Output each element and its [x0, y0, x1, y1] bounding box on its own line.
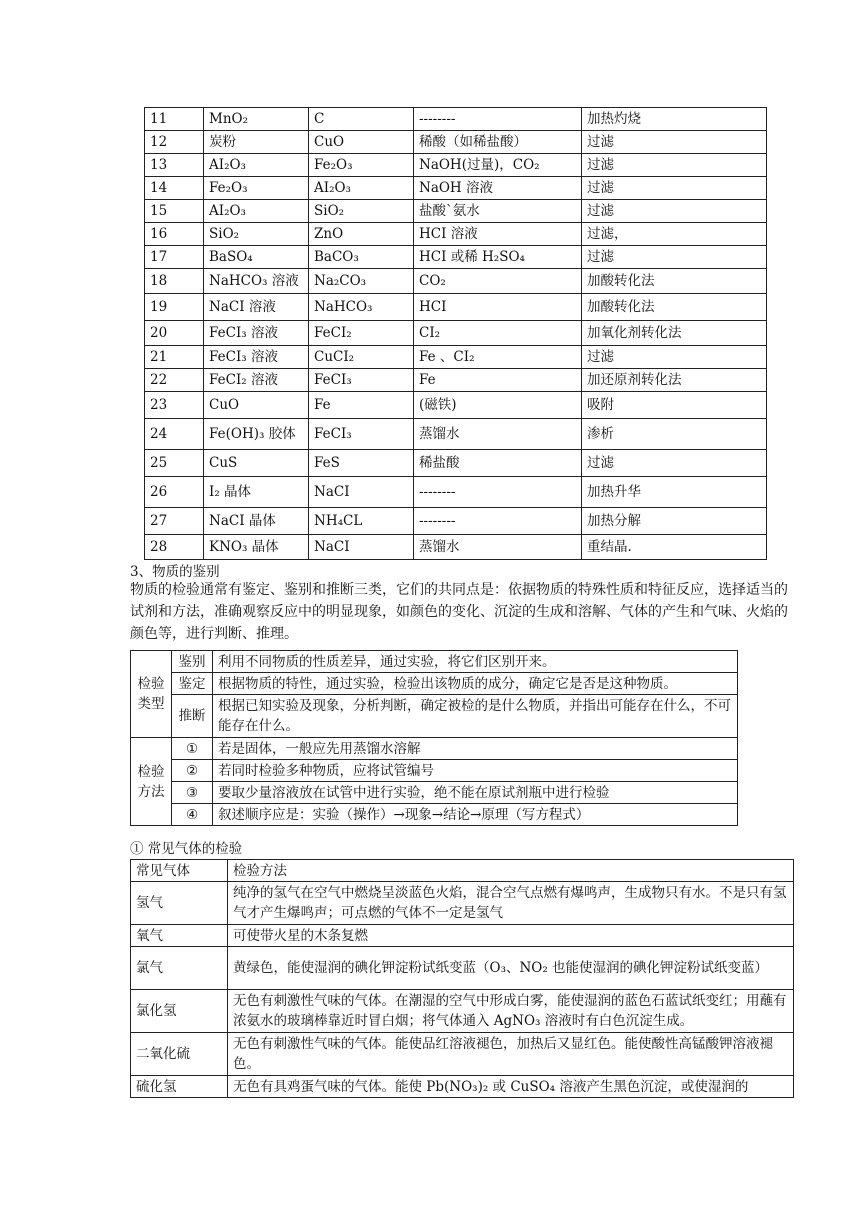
gas-method: 无色有刺激性气味的气体。能使品红溶液褪色，加热后又显红色。能使酸性高锰酸钾溶液褪色。	[228, 1033, 794, 1076]
cell-impurity: FeCI₂	[309, 321, 414, 346]
cell-reagent: HCI 或稀 H₂SO₄	[414, 246, 582, 269]
table-row	[145, 269, 767, 294]
cell-impurity: Fe₂O₃	[309, 154, 414, 177]
table-row	[145, 535, 767, 560]
cell-impurity: ZnO	[309, 223, 414, 246]
gas-table-body	[131, 882, 794, 1098]
table-row	[131, 760, 738, 782]
cell-impurity: Na₂CO₃	[309, 269, 414, 294]
cell-substance: MnO₂	[204, 108, 309, 131]
cell-substance: SiO₂	[204, 223, 309, 246]
cell-number: 13	[145, 154, 204, 177]
cell-number: 16	[145, 223, 204, 246]
cell-reagent: 蒸馏水	[414, 419, 582, 450]
cell-method: 过滤	[582, 200, 767, 223]
cell-substance: AI₂O₃	[204, 154, 309, 177]
cell-substance: NaCI 晶体	[204, 508, 309, 535]
gas-name: 氢气	[131, 882, 228, 925]
table-header-row	[131, 860, 794, 882]
cell-method: 过滤，	[582, 223, 767, 246]
cell-method: 过滤	[582, 177, 767, 200]
cell-substance: Fe₂O₃	[204, 177, 309, 200]
type-group-text: 检验类型	[137, 676, 165, 712]
table-row	[131, 1033, 794, 1076]
table-row	[131, 673, 738, 695]
cell-method: 过滤	[582, 450, 767, 477]
gas-method: 可使带火星的木条复燃	[228, 925, 794, 947]
table-row	[145, 131, 767, 154]
gas-method: 黄绿色，能使湿润的碘化钾淀粉试纸变蓝（O₃、NO₂ 也能使湿润的碘化钾淀粉试纸变蓝）	[228, 947, 794, 990]
cell-number: 15	[145, 200, 204, 223]
type-group-label	[131, 651, 172, 738]
cell-method: 渗析	[582, 419, 767, 450]
cell-reagent: --------	[414, 508, 582, 535]
table-row	[131, 882, 794, 925]
cell-method: 加还原剂转化法	[582, 369, 767, 392]
header-gas: 常见气体	[131, 860, 228, 882]
cell-impurity: NaCI	[309, 477, 414, 508]
cell-impurity: NaHCO₃	[309, 294, 414, 321]
header-method: 检验方法	[228, 860, 794, 882]
cell-substance: FeCI₃ 溶液	[204, 321, 309, 346]
cell-substance: NaCI 溶液	[204, 294, 309, 321]
gas-name: 氯化氢	[131, 990, 228, 1033]
type-name: 推断	[172, 695, 213, 738]
method-num: ①	[172, 738, 213, 760]
table-row	[145, 294, 767, 321]
cell-method: 吸附	[582, 392, 767, 419]
table-row	[145, 392, 767, 419]
table-row	[145, 154, 767, 177]
cell-substance: Fe(OH)₃ 胶体	[204, 419, 309, 450]
table-row	[131, 947, 794, 990]
cell-reagent: HCI 溶液	[414, 223, 582, 246]
cell-number: 28	[145, 535, 204, 560]
cell-method: 加酸转化法	[582, 294, 767, 321]
cell-number: 11	[145, 108, 204, 131]
table-row	[145, 246, 767, 269]
cell-impurity: SiO₂	[309, 200, 414, 223]
cell-method: 加热灼烧	[582, 108, 767, 131]
cell-method: 重结晶.	[582, 535, 767, 560]
table-row	[145, 508, 767, 535]
method-num: ④	[172, 804, 213, 826]
cell-method: 加热升华	[582, 477, 767, 508]
type-desc: 根据已知实验及现象，分析判断，确定被检的是什么物质，并指出可能存在什么，不可能存在什么。	[213, 695, 738, 738]
cell-method: 过滤	[582, 154, 767, 177]
cell-impurity: CuCI₂	[309, 346, 414, 369]
cell-substance: AI₂O₃	[204, 200, 309, 223]
cell-substance: I₂ 晶体	[204, 477, 309, 508]
cell-substance: CuS	[204, 450, 309, 477]
cell-impurity: BaCO₃	[309, 246, 414, 269]
table-row	[145, 369, 767, 392]
table-row	[145, 200, 767, 223]
cell-method: 过滤	[582, 246, 767, 269]
cell-impurity: FeCI₃	[309, 419, 414, 450]
cell-number: 18	[145, 269, 204, 294]
cell-number: 24	[145, 419, 204, 450]
cell-reagent: HCI	[414, 294, 582, 321]
table-row	[131, 738, 738, 760]
table-row	[145, 450, 767, 477]
cell-number: 27	[145, 508, 204, 535]
table-row	[131, 651, 738, 673]
cell-substance: FeCI₃ 溶液	[204, 346, 309, 369]
type-desc: 利用不同物质的性质差异，通过实验，将它们区别开来。	[213, 651, 738, 673]
table-row	[145, 321, 767, 346]
cell-number: 26	[145, 477, 204, 508]
table-row	[145, 108, 767, 131]
cell-impurity: FeS	[309, 450, 414, 477]
cell-impurity: CuO	[309, 131, 414, 154]
table-row	[145, 419, 767, 450]
cell-substance: FeCI₂ 溶液	[204, 369, 309, 392]
gas-name: 氯气	[131, 947, 228, 990]
cell-reagent: CI₂	[414, 321, 582, 346]
table-row	[131, 925, 794, 947]
cell-number: 20	[145, 321, 204, 346]
cell-method: 加酸转化法	[582, 269, 767, 294]
table-row	[145, 346, 767, 369]
cell-reagent: NaOH 溶液	[414, 177, 582, 200]
table-row	[131, 1076, 794, 1098]
cell-number: 25	[145, 450, 204, 477]
cell-reagent: 蒸馏水	[414, 535, 582, 560]
type-desc: 根据物质的特性，通过实验，检验出该物质的成分，确定它是否是这种物质。	[213, 673, 738, 695]
cell-number: 22	[145, 369, 204, 392]
gas-method: 纯净的氢气在空气中燃烧呈淡蓝色火焰，混合空气点燃有爆鸣声，生成物只有水。不是只有氢气才产生爆鸣声；可点燃的气体不一定是氢气	[228, 882, 794, 925]
method-desc: 叙述顺序应是：实验（操作）→现象→结论→原理（写方程式）	[213, 804, 738, 826]
method-group-text: 检验方法	[137, 763, 165, 800]
method-desc: 要取少量溶液放在试管中进行实验，绝不能在原试剂瓶中进行检验	[213, 782, 738, 804]
cell-impurity: Fe	[309, 392, 414, 419]
cell-method: 加氧化剂转化法	[582, 321, 767, 346]
table-row	[145, 223, 767, 246]
type-name: 鉴定	[172, 673, 213, 695]
cell-reagent: 稀盐酸	[414, 450, 582, 477]
cell-number: 17	[145, 246, 204, 269]
cell-method: 过滤	[582, 131, 767, 154]
cell-impurity: FeCI₃	[309, 369, 414, 392]
cell-reagent: NaOH(过量)，CO₂	[414, 154, 582, 177]
cell-impurity: NaCI	[309, 535, 414, 560]
method-group-label	[131, 738, 172, 826]
gas-name: 氧气	[131, 925, 228, 947]
identification-table	[130, 650, 738, 826]
gas-method: 无色有刺激性气味的气体。在潮湿的空气中形成白雾，能使湿润的蓝色石蓝试纸变红；用蘸有浓氨水的玻璃棒靠近时冒白烟；将气体通入 AgNO₃ 溶液时有白色沉淀生成。	[228, 990, 794, 1033]
table-row	[131, 990, 794, 1033]
separation-table-body	[145, 108, 767, 560]
separation-table	[144, 107, 767, 560]
section-heading: 3、物质的鉴别	[130, 564, 220, 580]
cell-reagent: Fe 、CI₂	[414, 346, 582, 369]
gas-heading: ① 常见气体的检验	[130, 841, 243, 857]
cell-number: 23	[145, 392, 204, 419]
cell-impurity: AI₂O₃	[309, 177, 414, 200]
cell-substance: 炭粉	[204, 131, 309, 154]
cell-number: 21	[145, 346, 204, 369]
cell-reagent: Fe	[414, 369, 582, 392]
method-desc: 若是固体，一般应先用蒸馏水溶解	[213, 738, 738, 760]
cell-method: 加热分解	[582, 508, 767, 535]
type-name: 鉴别	[172, 651, 213, 673]
table-row	[145, 177, 767, 200]
cell-number: 12	[145, 131, 204, 154]
gas-name: 硫化氢	[131, 1076, 228, 1098]
cell-substance: BaSO₄	[204, 246, 309, 269]
cell-reagent: 盐酸`氨水	[414, 200, 582, 223]
cell-substance: CuO	[204, 392, 309, 419]
cell-number: 19	[145, 294, 204, 321]
cell-number: 14	[145, 177, 204, 200]
gas-method: 无色有具鸡蛋气味的气体。能使 Pb(NO₃)₂ 或 CuSO₄ 溶液产生黑色沉淀，或使湿润的	[228, 1076, 794, 1098]
table-row	[131, 804, 738, 826]
gas-name: 二氧化硫	[131, 1033, 228, 1076]
table-row	[145, 477, 767, 508]
method-num: ②	[172, 760, 213, 782]
cell-impurity: C	[309, 108, 414, 131]
cell-method: 过滤	[582, 346, 767, 369]
cell-substance: NaHCO₃ 溶液	[204, 269, 309, 294]
cell-reagent: CO₂	[414, 269, 582, 294]
cell-reagent: (磁铁)	[414, 392, 582, 419]
section-paragraph: 物质的检验通常有鉴定、鉴别和推断三类，它们的共同点是：依据物质的特殊性质和特征反应，选择适当的试剂和方法，准确观察反应中的明显现象，如颜色的变化、沉淀的生成和溶解、气体的产生和气味、火焰的颜色等，进行判断、推理。	[130, 582, 788, 642]
cell-reagent: 稀酸（如稀盐酸）	[414, 131, 582, 154]
table-row	[131, 782, 738, 804]
method-desc: 若同时检验多种物质，应将试管编号	[213, 760, 738, 782]
method-num: ③	[172, 782, 213, 804]
gas-test-table	[130, 859, 794, 1098]
cell-reagent: --------	[414, 477, 582, 508]
cell-substance: KNO₃ 晶体	[204, 535, 309, 560]
cell-reagent: --------	[414, 108, 582, 131]
cell-impurity: NH₄CL	[309, 508, 414, 535]
